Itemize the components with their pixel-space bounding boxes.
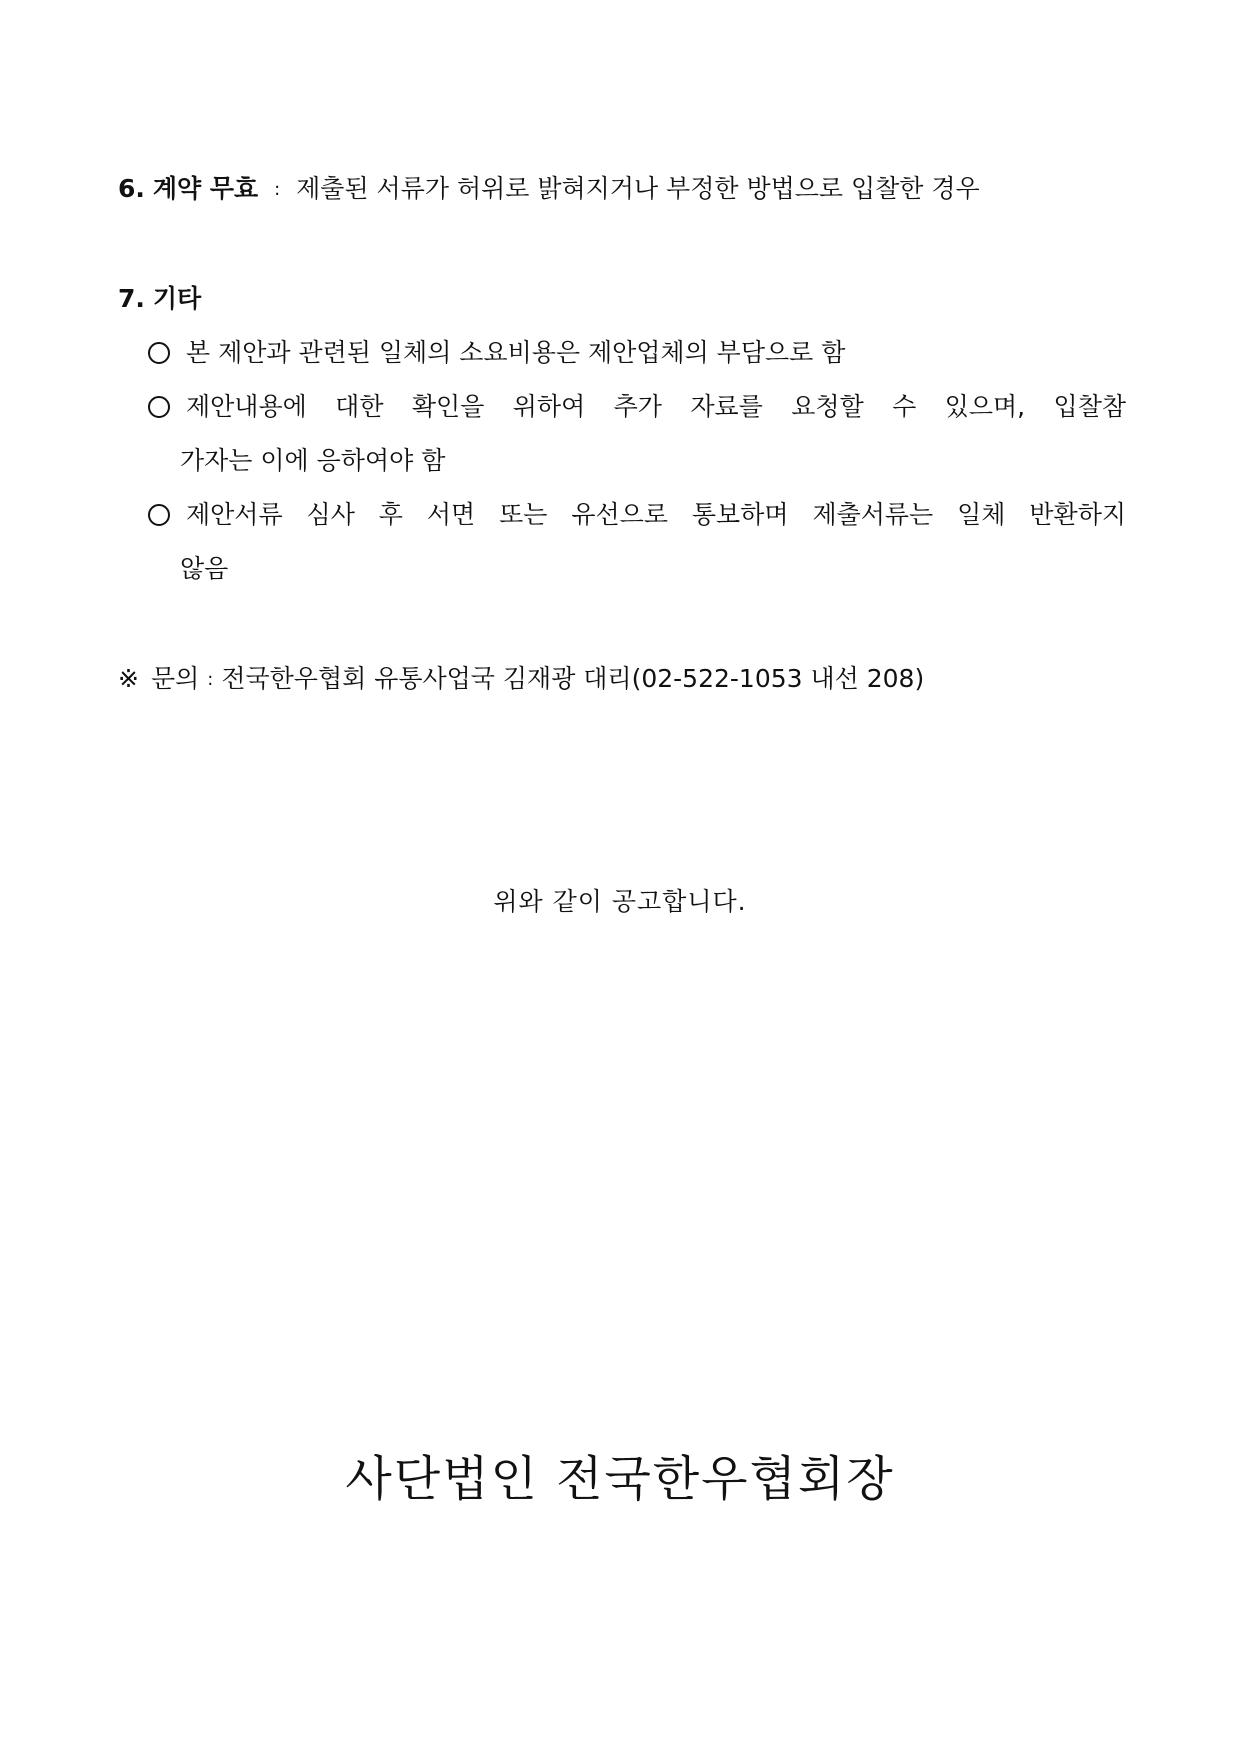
contact-text: 전국한우협회 유통사업국 김재광 대리(02-522-1053 내선 208)	[221, 664, 925, 693]
signatory-name: 사단법인 전국한우협회장	[345, 1451, 895, 1507]
circle-bullet-icon	[148, 504, 170, 526]
reference-mark-icon: ※	[118, 664, 139, 693]
bullet-3-line-2: 않음	[180, 554, 229, 583]
bullet-3-line-1: 제안서류 심사 후 서면 또는 유선으로 통보하며 제출서류는 일체 반환하지	[186, 500, 1126, 529]
closing-statement: 위와 같이 공고합니다.	[493, 887, 747, 916]
section-7-bullet-3-continuation	[180, 552, 228, 586]
circle-bullet-icon	[148, 342, 170, 364]
section-6-title: 계약 무효	[152, 174, 259, 203]
section-6-line	[118, 172, 980, 207]
section-6-separator: :	[274, 179, 281, 200]
contact-label: 문의	[150, 664, 200, 693]
section-7-bullet-2-continuation	[180, 444, 445, 478]
section-7-bullet-3	[148, 498, 1126, 532]
section-7-bullet-1	[148, 336, 845, 370]
section-7-heading	[118, 282, 201, 316]
section-6-number: 6.	[118, 174, 145, 203]
section-7-number: 7.	[118, 284, 145, 313]
circle-bullet-icon	[148, 396, 170, 418]
section-6-text: 제출된 서류가 허위로 밝혀지거나 부정한 방법으로 입찰한 경우	[296, 174, 980, 203]
bullet-2-line-1: 제안내용에 대한 확인을 위하여 추가 자료를 요청할 수 있으며, 입찰참	[186, 392, 1126, 421]
contact-separator: :	[207, 669, 214, 690]
bullet-1-line-1: 본 제안과 관련된 일체의 소요비용은 제안업체의 부담으로 함	[186, 338, 846, 367]
contact-line	[118, 662, 924, 697]
bullet-2-line-2: 가자는 이에 응하여야 함	[180, 446, 446, 475]
section-7-bullet-2	[148, 390, 1126, 424]
section-7-title: 기타	[152, 284, 202, 313]
